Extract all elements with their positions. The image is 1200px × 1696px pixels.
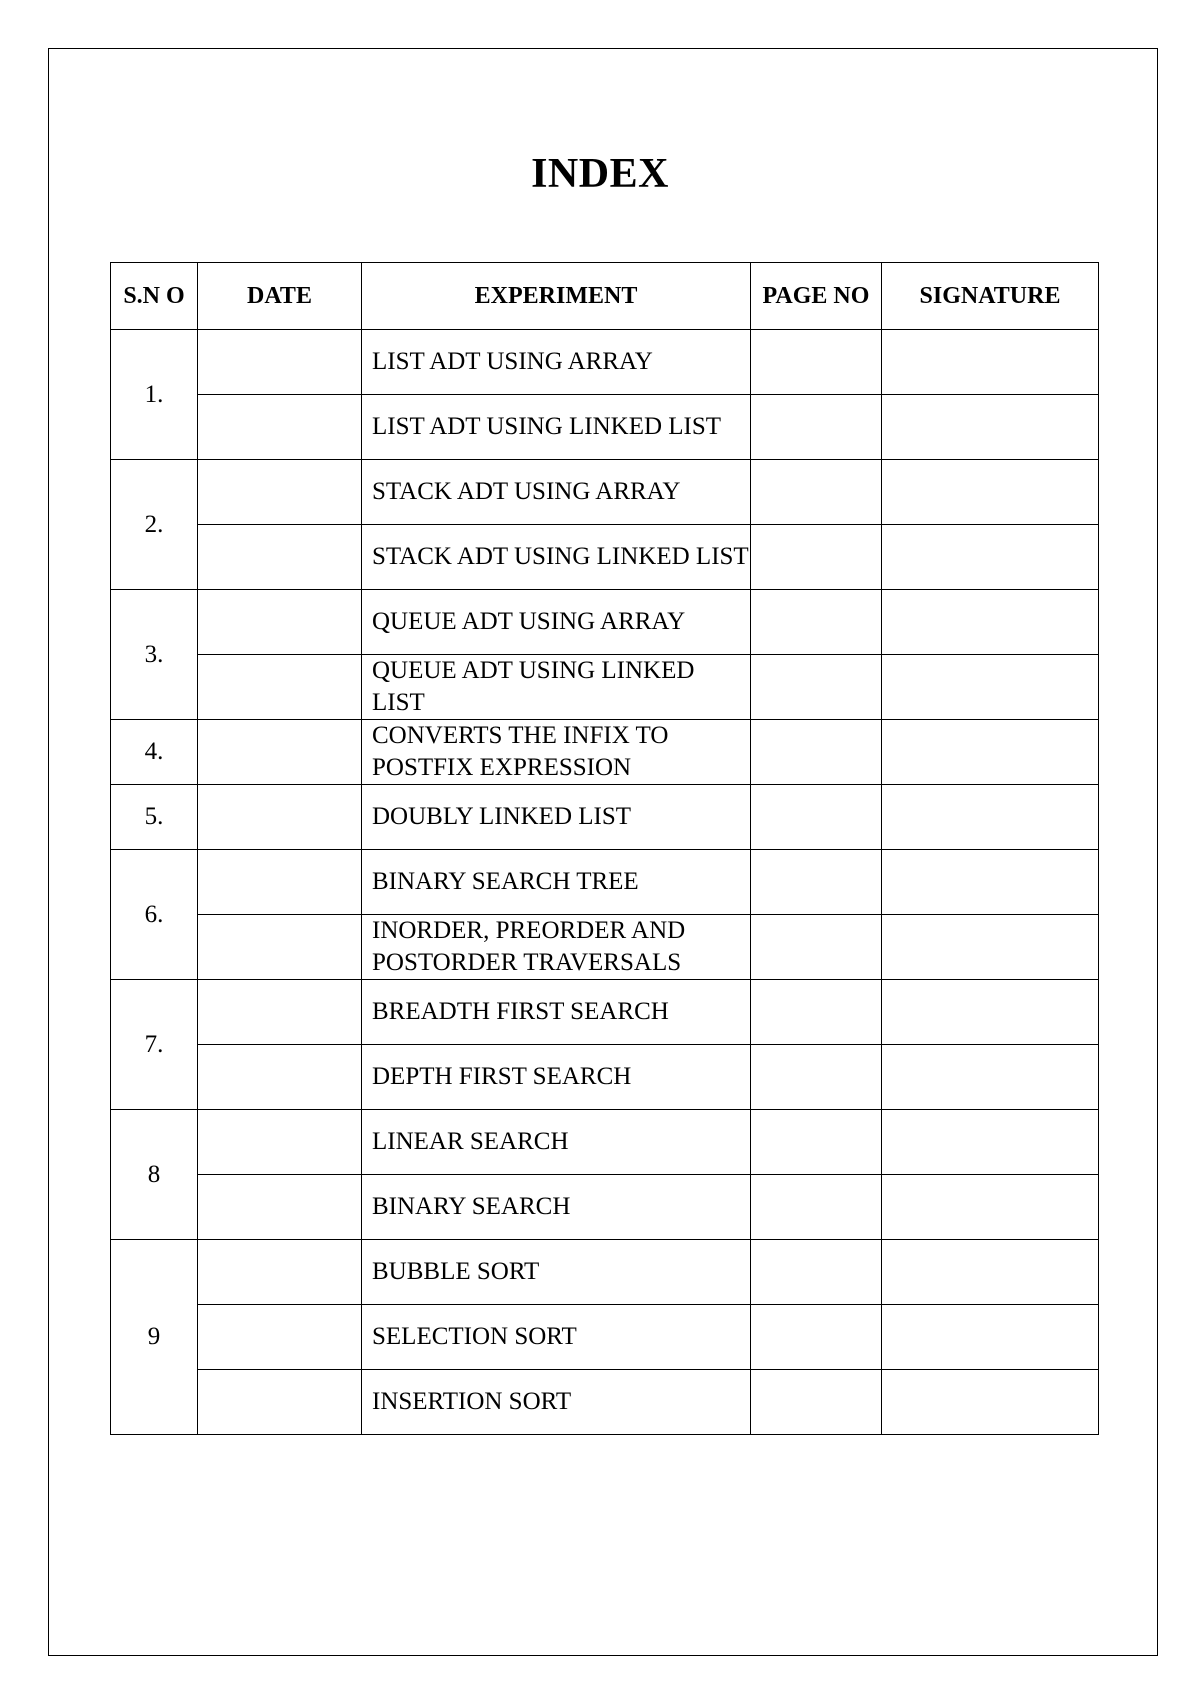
signature-cell	[882, 655, 1099, 720]
date-cell	[198, 525, 362, 590]
sno-cell: 5.	[111, 785, 198, 850]
experiment-cell: INSERTION SORT	[362, 1370, 751, 1435]
table-row	[111, 655, 1099, 720]
experiment-cell: STACK ADT USING ARRAY	[362, 460, 751, 525]
signature-cell	[882, 525, 1099, 590]
page-no-cell	[751, 915, 882, 980]
sno-cell: 8	[111, 1110, 198, 1240]
table-row	[111, 460, 1099, 525]
sno-cell: 9	[111, 1240, 198, 1435]
table-row	[111, 915, 1099, 980]
index-table	[110, 262, 1099, 1435]
date-cell	[198, 980, 362, 1045]
date-cell	[198, 655, 362, 720]
signature-cell	[882, 850, 1099, 915]
date-cell	[198, 1370, 362, 1435]
table-row	[111, 980, 1099, 1045]
page-no-cell	[751, 1370, 882, 1435]
experiment-cell: BINARY SEARCH TREE	[362, 850, 751, 915]
page-no-cell	[751, 785, 882, 850]
page-no-cell	[751, 460, 882, 525]
table-row	[111, 1240, 1099, 1305]
signature-cell	[882, 590, 1099, 655]
header-experiment: EXPERIMENT	[362, 263, 751, 330]
table-row	[111, 395, 1099, 460]
table-row	[111, 1370, 1099, 1435]
table-row	[111, 850, 1099, 915]
experiment-cell: LIST ADT USING ARRAY	[362, 330, 751, 395]
sno-cell: 3.	[111, 590, 198, 720]
signature-cell	[882, 395, 1099, 460]
signature-cell	[882, 1370, 1099, 1435]
signature-cell	[882, 1240, 1099, 1305]
experiment-cell: STACK ADT USING LINKED LIST	[362, 525, 751, 590]
experiment-cell: CONVERTS THE INFIX TO POSTFIX EXPRESSION	[362, 720, 751, 785]
experiment-cell: BINARY SEARCH	[362, 1175, 751, 1240]
experiment-cell: BUBBLE SORT	[362, 1240, 751, 1305]
date-cell	[198, 785, 362, 850]
date-cell	[198, 330, 362, 395]
page-title: INDEX	[531, 151, 669, 197]
signature-cell	[882, 330, 1099, 395]
date-cell	[198, 1175, 362, 1240]
signature-cell	[882, 1110, 1099, 1175]
sno-cell: 7.	[111, 980, 198, 1110]
table-row	[111, 1110, 1099, 1175]
experiment-cell: DEPTH FIRST SEARCH	[362, 1045, 751, 1110]
date-cell	[198, 915, 362, 980]
header-row	[111, 263, 1099, 330]
table-row	[111, 1305, 1099, 1370]
header-page-no: PAGE NO	[751, 263, 882, 330]
date-cell	[198, 1305, 362, 1370]
page-no-cell	[751, 850, 882, 915]
table-row	[111, 525, 1099, 590]
sno-cell: 2.	[111, 460, 198, 590]
signature-cell	[882, 785, 1099, 850]
signature-cell	[882, 980, 1099, 1045]
table-row	[111, 1045, 1099, 1110]
page-no-cell	[751, 1110, 882, 1175]
experiment-cell: DOUBLY LINKED LIST	[362, 785, 751, 850]
date-cell	[198, 850, 362, 915]
experiment-cell: QUEUE ADT USING LINKED LIST	[362, 655, 751, 720]
date-cell	[198, 460, 362, 525]
experiment-cell: BREADTH FIRST SEARCH	[362, 980, 751, 1045]
date-cell	[198, 1110, 362, 1175]
table-row	[111, 720, 1099, 785]
experiment-cell: QUEUE ADT USING ARRAY	[362, 590, 751, 655]
experiment-cell: LIST ADT USING LINKED LIST	[362, 395, 751, 460]
page-no-cell	[751, 590, 882, 655]
page-no-cell	[751, 1305, 882, 1370]
date-cell	[198, 395, 362, 460]
date-cell	[198, 1045, 362, 1110]
page-no-cell	[751, 395, 882, 460]
page-no-cell	[751, 720, 882, 785]
header-sno: S.N O	[111, 263, 198, 330]
experiment-cell: LINEAR SEARCH	[362, 1110, 751, 1175]
table-body	[111, 330, 1099, 1435]
page-no-cell	[751, 1175, 882, 1240]
signature-cell	[882, 915, 1099, 980]
table-row	[111, 590, 1099, 655]
header-signature: SIGNATURE	[882, 263, 1099, 330]
page-no-cell	[751, 330, 882, 395]
experiment-cell: INORDER, PREORDER AND POSTORDER TRAVERSALS	[362, 915, 751, 980]
page-no-cell	[751, 525, 882, 590]
header-date: DATE	[198, 263, 362, 330]
page-no-cell	[751, 655, 882, 720]
signature-cell	[882, 460, 1099, 525]
sno-cell: 4.	[111, 720, 198, 785]
experiment-cell: SELECTION SORT	[362, 1305, 751, 1370]
sno-cell: 6.	[111, 850, 198, 980]
signature-cell	[882, 720, 1099, 785]
table-row	[111, 330, 1099, 395]
signature-cell	[882, 1305, 1099, 1370]
signature-cell	[882, 1045, 1099, 1110]
sno-cell: 1.	[111, 330, 198, 460]
date-cell	[198, 590, 362, 655]
signature-cell	[882, 1175, 1099, 1240]
date-cell	[198, 720, 362, 785]
table-row	[111, 785, 1099, 850]
page-no-cell	[751, 980, 882, 1045]
page-no-cell	[751, 1045, 882, 1110]
page-no-cell	[751, 1240, 882, 1305]
date-cell	[198, 1240, 362, 1305]
table-row	[111, 1175, 1099, 1240]
